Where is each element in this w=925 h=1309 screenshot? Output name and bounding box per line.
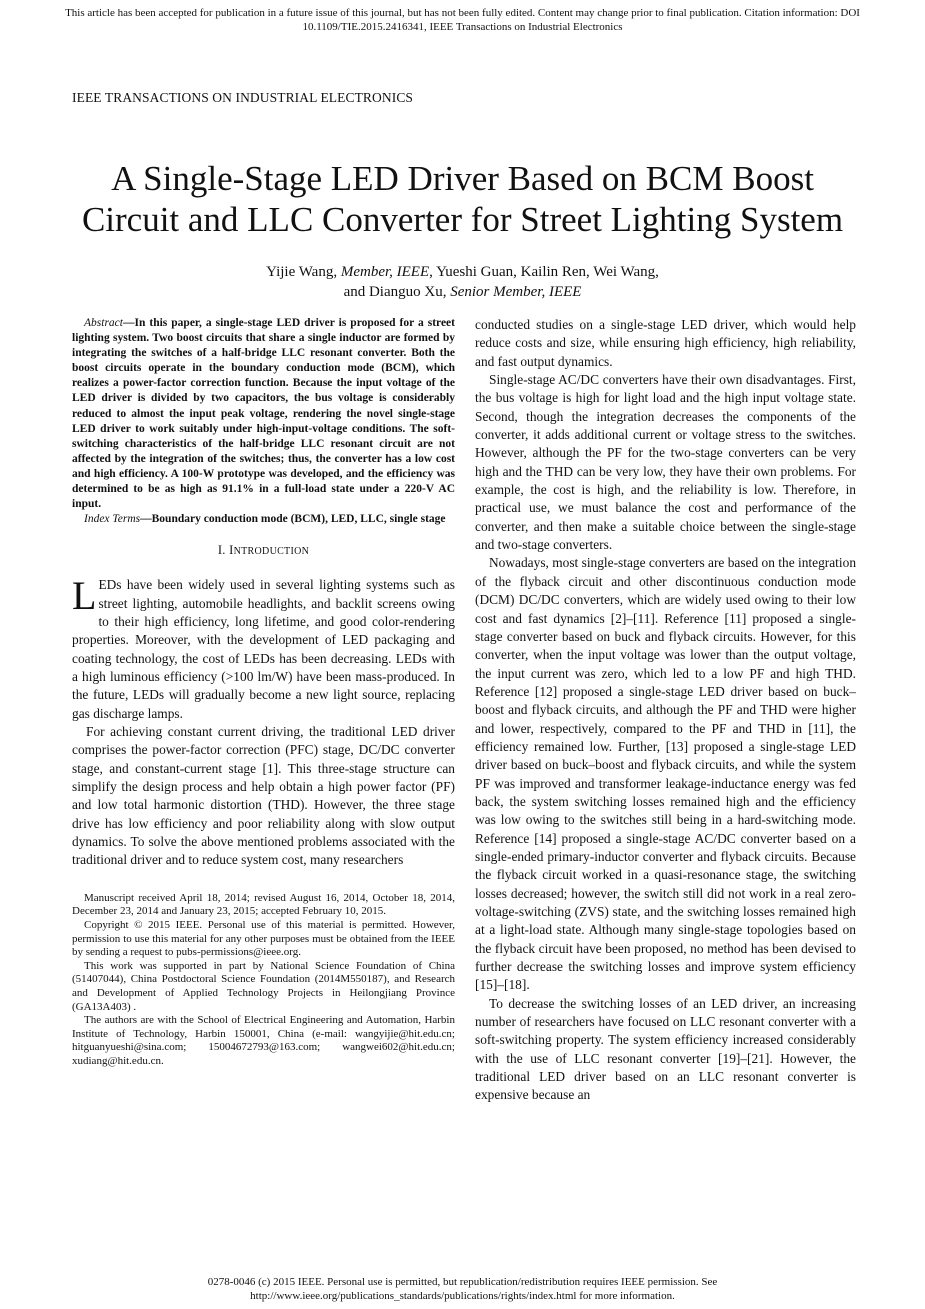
page-footer xyxy=(0,1275,925,1303)
notice-line-1: This article has been accepted for publication in a future issue of this journal, but has not been fully edited. Content may change prior to final publication. Citation information: DOI xyxy=(65,7,860,19)
title-line-2: Circuit and LLC Converter for Street Lighting System xyxy=(81,200,844,239)
author-others: , Yueshi Guan, Kailin Ren, Wei Wang, xyxy=(429,264,659,280)
notice-line-2: 10.1109/TIE.2015.2416341, IEEE Transactions on Industrial Electronics xyxy=(302,21,623,33)
intro-p1-text: EDs have been widely used in several lighting systems such as street lighting, automobile headlights, and backlit screens owing to their high efficiency, long lifetime, and good color-rendering properties. Moreover, with the development of LED packaging and coating technology, the cost of LEDs has been decreasing. LEDs with a high luminous efficiency (>100 lm/W) have been mass-produced. In the future, LEDs will gradually become a new light source, replacing gas discharge lamps. xyxy=(72,577,455,721)
left-column xyxy=(72,316,455,1069)
right-paragraph-1: conducted studies on a single-stage LED driver, which would help reduce costs and size, while ensuring high efficiency, high reliability, and fast output dynamics. xyxy=(475,317,856,369)
footnote-copyright: Copyright © 2015 IEEE. Personal use of this material is permitted. However, permission to use this material for any other purposes must be obtained from the IEEE by sending a request to pubs-permissions@ieee.org. xyxy=(72,919,455,959)
intro-paragraph-2: For achieving constant current driving, the traditional LED driver comprises the power-factor correction (PFC) stage, DC/DC converter stage, and constant-current stage [1]. This three-stage structure can simplify the design process and help obtain a high power factor (PF) and low total harmonic distortion (THD). However, the three stage drive has low efficiency and poor reliability along with slow output dynamics. To solve the above mentioned problems associated with the traditional driver and to reduce system cost, many researchers xyxy=(72,724,455,868)
paper-title xyxy=(0,158,925,240)
abstract-label: Abstract xyxy=(84,317,123,329)
intro-paragraph-1 xyxy=(72,573,455,723)
author-list xyxy=(0,262,925,302)
index-terms-text: —Boundary conduction mode (BCM), LED, LLC, single stage xyxy=(140,513,446,526)
right-paragraph-2: Single-stage AC/DC converters have their own disadvantages. First, the bus voltage is high for light load and the high input voltage state. Second, though the integration decreases the components of the converter, it adds additional current or voltage stress to the switches. However, although the PF for the two-stage converters can be very high and the THD can be very low, they have their own problems. For example, the cost is high, and the reliability is low. Therefore, in practical use, we must balance the cost and performance of the converter, and then make a suitable choice between the single-stage and two-stage converters. xyxy=(475,372,856,553)
title-line-1: A Single-Stage LED Driver Based on BCM Boost xyxy=(111,159,814,198)
footnote-manuscript: Manuscript received April 18, 2014; revised August 16, 2014, October 18, 2014, December 23, 2014 and January 23, 2015; accepted February 10, 2015. xyxy=(72,891,455,918)
section-heading-introduction xyxy=(72,543,455,558)
right-paragraph-3: Nowadays, most single-stage converters are based on the integration of the flyback circuit and other discontinuous conduction mode (DCM) DC/DC converters, which are widely used owing to their low cost and fast dynamics [2]–[11]. Reference [11] proposed a single-stage converter based on buck and flyback circuits. However, for this converter, when the input voltage was lower than the output voltage, the input current was zero, which led to a low PF and high THD. Reference [12] proposed a single-stage LED driver based on buck–boost and flyback circuits, and although the PF and THD were higher and lower, respectively, compared to the PF and THD in [11], the efficiency remained low. Further, [13] proposed a single-stage LED driver based on buck–boost and flyback circuits, and while the system PF was improved and transformer leakage-inductance energy was fed back, the system switching losses remained high and the efficiency was low owing to the switches still being in a hard-switching mode. Reference [14] proposed a single-stage AC/DC converter based on a single-ended primary-inductor converter and flyback circuits. Because the flyback circuit worked in a quasi-resonance stage, the switching losses decreased; however, the switch still did not work in a real zero-voltage-switching (ZVS) state, and the switching losses remained high at a light-load state. Although many single-stage topologies based on the flyback circuit have been proposed, no method has been devised to further decrease the switching losses and improve system efficiency [15]–[18]. xyxy=(475,555,857,993)
footer-line-2: http://www.ieee.org/publications_standards/publications/rights/index.html for more information. xyxy=(250,1290,675,1302)
author-last: and Dianguo Xu, xyxy=(343,284,451,300)
index-terms xyxy=(72,512,455,527)
drop-cap: L xyxy=(72,573,97,619)
author-last-affiliation: Senior Member, IEEE xyxy=(450,284,582,300)
author-1: Yijie Wang, xyxy=(266,264,341,280)
index-terms-label: Index Terms xyxy=(84,513,141,526)
footnotes xyxy=(72,892,455,1069)
publication-notice xyxy=(0,6,925,34)
footnote-funding: This work was supported in part by National Science Foundation of China (51407044), China Postdoctoral Science Foundation (2014M550187), and Research and Development of Applied Technology Projects in Heilongjiang Province (GA13A403) . xyxy=(72,959,455,1013)
abstract xyxy=(72,316,455,512)
footnote-affiliation: The authors are with the School of Electrical Engineering and Automation, Harbin Institute of Technology, Harbin 150001, China (e-mail: wangyijie@hit.edu.cn; hitguanyueshi@sina.com; 15004672793@163.com; wangwei602@hit.edu.cn; xudiang@hit.edu.cn. xyxy=(72,1014,455,1067)
author-1-affiliation: Member, IEEE xyxy=(340,264,430,280)
footer-line-1: 0278-0046 (c) 2015 IEEE. Personal use is permitted, but republication/redistribution requires IEEE permission. See xyxy=(207,1276,718,1288)
section-number: I. xyxy=(217,543,230,558)
right-paragraph-4: To decrease the switching losses of an LED driver, an increasing number of researchers have focused on LLC resonant converter with a soft-switching property. The system efficiency increased considerably with the use of LLC resonant converter [19]–[21]. However, the traditional LED driver based on an LLC resonant converter is expensive because an xyxy=(475,995,856,1103)
section-rest: NTRODUCTION xyxy=(233,546,310,558)
abstract-text: —In this paper, a single-stage LED driver is proposed for a street lighting system. Two boost circuits that share a single inductor are formed by integrating the switches of a half-bridge LLC resonant converter. Both the boost circuits operate in the boundary conduction mode (BCM), which realizes a power-factor correction function. Because the input voltage of the LED driver is divided by two capacitors, the bus voltage is considerably reduced to almost the input peak voltage, rendering the novel single-stage LED driver to work suitably under high-input-voltage conditions. The soft-switching characteristics of the half-bridge LLC resonant circuit are not affected by the integration of the switches; thus, the converter has a low cost and high efficiency. A 100-W prototype was developed, and the efficiency was determined to be as high as 91.1% in a full-load state under a 220-V AC input. xyxy=(72,317,455,511)
journal-name: IEEE TRANSACTIONS ON INDUSTRIAL ELECTRONICS xyxy=(72,90,414,105)
section-initial: I xyxy=(229,543,234,558)
right-column xyxy=(475,316,856,1105)
